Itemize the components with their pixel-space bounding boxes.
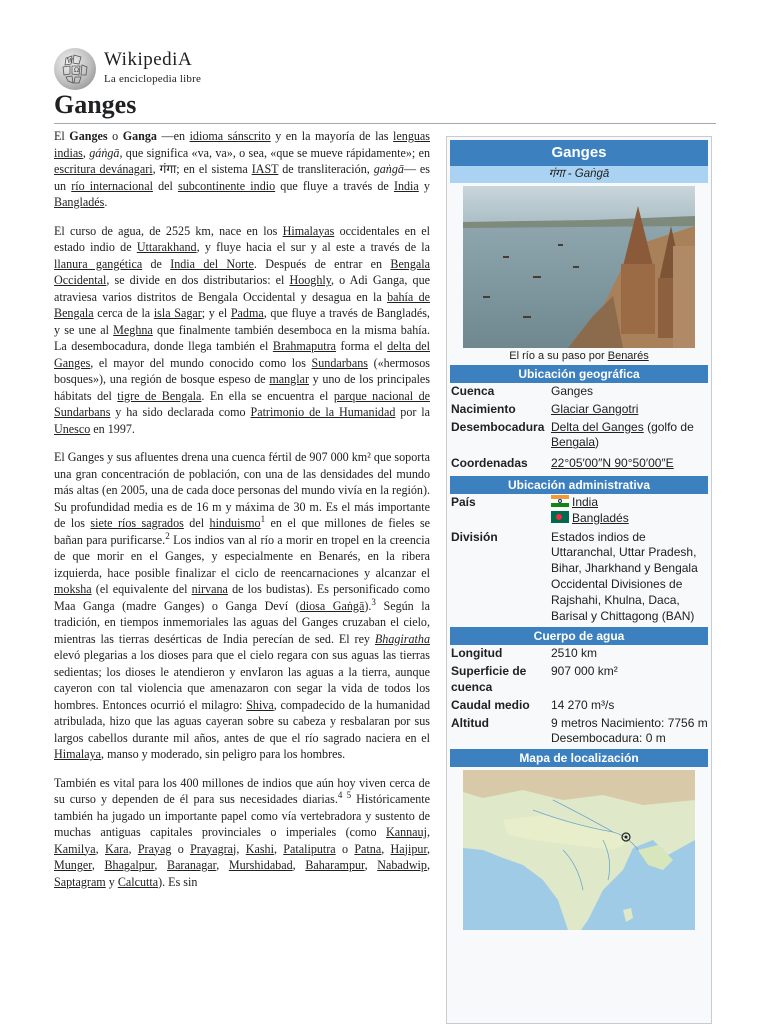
text-run: , bbox=[128, 841, 138, 856]
text-run: que fluye a través de bbox=[275, 178, 394, 193]
coordinates-link[interactable]: 22°05′00″N 90°50′00″E bbox=[551, 456, 674, 471]
section-water-body: Cuerpo de agua bbox=[450, 627, 708, 645]
article-paragraph bbox=[54, 775, 430, 891]
cuenca-value: Ganges bbox=[551, 384, 594, 398]
infobox-title: Ganges bbox=[450, 140, 708, 166]
text-run: que finalmente también desemboca en la misma bahía. La desembocadura, donde llega también el bbox=[54, 322, 430, 353]
text-run: , bbox=[95, 841, 105, 856]
article-link[interactable]: Himalaya bbox=[54, 747, 102, 761]
wikipedia-logo[interactable] bbox=[54, 48, 716, 90]
text-run: , que significa «va, va», o sea, «que se mueve rápidamente»; en bbox=[119, 145, 430, 160]
wordmark-text: WikipediA bbox=[104, 48, 193, 70]
text-run: , bbox=[154, 858, 167, 872]
pais-label: País bbox=[451, 494, 476, 509]
desembocadura-text: (golfo de bbox=[643, 419, 694, 434]
article-link[interactable]: Baranagar bbox=[167, 858, 217, 872]
altitud-value-mouth: Desembocadura: 0 m bbox=[551, 731, 666, 746]
text-run: gaṅgā bbox=[373, 162, 404, 176]
article-link[interactable]: tigre de Bengala bbox=[117, 388, 202, 403]
text-run: , bbox=[216, 858, 229, 872]
article-link[interactable]: Hooghly bbox=[289, 273, 332, 287]
text-run: elevó plegarias a los dioses para que el cielo regara con sus aguas las tierras sedientas; los dioses le atendieron y envIaron las aguas a la tierra, aunque cayeron con tal violencia que amenazaron con segar la vida de todos los hombres. Entonces ocurrió el milagro: bbox=[54, 648, 430, 712]
article-link[interactable]: Bangladés bbox=[54, 195, 105, 209]
text-run: El curso de agua, de 2525 km, nace en los bbox=[54, 223, 283, 238]
row-altitud bbox=[450, 715, 708, 749]
river-photo[interactable] bbox=[463, 186, 695, 348]
article-link[interactable]: Patrimonio de la Humanidad bbox=[250, 405, 396, 419]
text-run: ; y el bbox=[201, 306, 231, 320]
article-link[interactable]: moksha bbox=[54, 582, 92, 596]
text-run: cerca de la bbox=[93, 306, 154, 320]
longitud-value: 2510 km bbox=[551, 646, 598, 661]
article-paragraph bbox=[54, 223, 430, 438]
article-link[interactable]: Bengala Occidental bbox=[54, 256, 430, 287]
row-longitud bbox=[450, 645, 708, 663]
text-run: Históricamente también ha jugado un importante papel como vía vertebradora y sustento de muchas antiguas capitales provinciales o imperiales (como bbox=[54, 792, 431, 839]
text-run: , que fluye a través de Bangladés, y se une al bbox=[54, 306, 430, 337]
article-body bbox=[54, 128, 430, 902]
svg-text:Ω: Ω bbox=[74, 67, 79, 74]
text-run: por la bbox=[395, 405, 430, 419]
article-link[interactable]: Bhagalpur bbox=[104, 858, 155, 872]
text-run: , bbox=[273, 841, 284, 856]
text-run: , se divide en dos distributarios: el bbox=[106, 273, 290, 287]
row-desembocadura bbox=[450, 419, 708, 453]
bangladesh-link[interactable]: Bangladés bbox=[572, 510, 629, 525]
text-run: —en bbox=[156, 129, 190, 143]
text-run: de bbox=[142, 256, 171, 271]
text-run: y en la mayoría de las bbox=[270, 129, 394, 143]
gangotri-link[interactable]: Glaciar Gangotri bbox=[551, 401, 639, 416]
article-link[interactable]: Saptagram bbox=[54, 874, 106, 889]
article-link[interactable]: delta del Ganges bbox=[54, 339, 430, 370]
text-run: , bbox=[292, 858, 306, 872]
text-run: , bbox=[236, 841, 246, 856]
article-link[interactable]: Kara bbox=[104, 841, 129, 856]
infobox bbox=[446, 136, 712, 1024]
article-link[interactable]: río internacional bbox=[71, 178, 153, 193]
page-title: Ganges bbox=[54, 90, 137, 119]
superficie-value: 907 000 km² bbox=[551, 664, 618, 679]
text-run: y bbox=[418, 178, 430, 193]
reference-link[interactable]: 3 bbox=[371, 596, 376, 607]
article-link[interactable]: Calcutta bbox=[117, 874, 159, 889]
text-run: gáṅgā bbox=[89, 145, 120, 160]
text-run: . En ella se encuentra el bbox=[201, 388, 334, 403]
section-administrative-location: Ubicación administrativa bbox=[450, 476, 708, 494]
article-link[interactable]: parque nacional de Sundarbans bbox=[54, 388, 431, 419]
article-link[interactable]: Nabadwip bbox=[377, 858, 427, 872]
india-flag-icon bbox=[551, 495, 569, 507]
altitud-value-source: 9 metros Nacimiento: 7756 m bbox=[551, 715, 708, 730]
article-link[interactable]: Sundarbans bbox=[311, 355, 368, 370]
text-run: ). Es sin bbox=[158, 874, 198, 889]
caudal-value: 14 270 m³/s bbox=[551, 697, 615, 712]
article-link[interactable]: Patna bbox=[354, 841, 382, 856]
article-link[interactable]: Prayag bbox=[137, 841, 172, 856]
article-link[interactable]: Kamilya bbox=[54, 841, 96, 856]
article-link[interactable]: bahía de Bengala bbox=[54, 289, 430, 320]
desembocadura-label: Desembocadura bbox=[451, 419, 545, 434]
text-run: o bbox=[171, 841, 191, 856]
text-run: , el mayor del mundo conocido como los bbox=[90, 355, 312, 370]
text-run: del bbox=[152, 178, 178, 193]
text-run: de los budistas). Es personificado como Maa Ganga (madre Ganges) o Ganga Deví ( bbox=[54, 582, 430, 613]
article-link[interactable]: llanura gangética bbox=[54, 256, 143, 271]
article-link[interactable]: escritura devánagari bbox=[54, 162, 153, 176]
row-superficie bbox=[450, 663, 708, 697]
photo-caption bbox=[450, 348, 708, 364]
infobox-native-name: गंगा - Gaṅgā bbox=[450, 166, 708, 183]
text-run: , bbox=[364, 858, 378, 872]
site-header bbox=[54, 48, 716, 90]
text-run: , o Adi Ganga, que atraviesa varios distritos de Bengala Occidental y desagua en la bbox=[54, 273, 430, 304]
article-link[interactable]: India bbox=[393, 178, 419, 193]
bold-term: Ganges bbox=[69, 129, 108, 143]
text-run: forma el bbox=[336, 339, 388, 353]
article-link[interactable]: Shiva bbox=[246, 697, 274, 712]
row-division bbox=[450, 528, 708, 626]
row-nacimiento bbox=[450, 401, 708, 419]
article-link[interactable]: IAST bbox=[251, 162, 279, 176]
article-link[interactable]: idioma sánscrito bbox=[189, 129, 271, 143]
text-run: Los indios van al río a morir en tropel en la creencia de que morir en el Ganges, y especialmente en Benarés, en la ribera izquierda, hace posible finalizar el ciclo de reencarnaciones y alcanzar el bbox=[54, 532, 430, 580]
article-link[interactable]: Murshidabad bbox=[228, 858, 293, 872]
nacimiento-label: Nacimiento bbox=[451, 401, 516, 416]
text-run: , bbox=[426, 825, 430, 839]
wordmark bbox=[104, 50, 201, 89]
bangladesh-flag-icon bbox=[551, 511, 569, 523]
text-run: El Ganges y sus afluentes drena una cuenca fértil de 907 000 km² que soporta una gran concentración de población, con una de las densidades del mundo más altas (en 2005, una de cada doce personas del mundo vivía en la región). Su profundidad media es de 16 m y máxima de 30 m. Es el más importante de los bbox=[54, 450, 430, 530]
text-run: en el que millones de fieles se bañan para purificarse. bbox=[54, 516, 431, 547]
caudal-label: Caudal medio bbox=[451, 697, 530, 712]
section-geographic-location: Ubicación geográfica bbox=[450, 365, 708, 383]
article-link[interactable]: Kashi bbox=[245, 841, 274, 856]
row-cuenca bbox=[450, 383, 708, 401]
text-run: , bbox=[91, 858, 105, 872]
location-map[interactable] bbox=[463, 770, 695, 930]
reference-link[interactable]: 2 bbox=[165, 530, 170, 541]
article-link[interactable]: isla Sagar bbox=[153, 306, 202, 320]
article-link[interactable]: Bhagiratha bbox=[374, 631, 430, 646]
text-run: , bbox=[426, 858, 430, 872]
article-link[interactable]: siete ríos sagrados bbox=[90, 516, 184, 530]
row-caudal bbox=[450, 697, 708, 715]
article-link[interactable]: India del Norte bbox=[170, 256, 254, 271]
text-run: occidentales en el estado indio de bbox=[54, 223, 431, 254]
text-run: en 1997. bbox=[90, 421, 135, 436]
article-link[interactable]: Hajipur bbox=[390, 841, 427, 856]
text-run: y bbox=[105, 874, 118, 889]
text-run: , manso y moderado, sin peligro para los hombres. bbox=[101, 747, 346, 761]
text-run: ). bbox=[364, 598, 372, 613]
text-run: y uno de los principales hábitats del bbox=[54, 372, 431, 403]
article-link[interactable]: lenguas indias bbox=[54, 129, 430, 160]
text-run: del bbox=[183, 516, 210, 530]
section-location-map: Mapa de localización bbox=[450, 749, 708, 767]
article-link[interactable]: diosa Gaṅgā bbox=[299, 598, 365, 613]
article-link[interactable]: Baharampur bbox=[305, 858, 365, 872]
title-divider bbox=[54, 123, 716, 124]
division-label: División bbox=[451, 529, 498, 544]
text-run: . bbox=[104, 195, 108, 209]
article-link[interactable]: Kannauj bbox=[385, 825, 427, 839]
text-run: , compadecido de la humanidad atribulada, hizo que las aguas cayeran sobre su cabeza y resbalaran por sus largos cabellos durante mil años, antes de que el río sagrado naciera en el bbox=[54, 697, 430, 745]
text-run: , bbox=[427, 841, 431, 856]
article-link[interactable]: Brahmaputra bbox=[272, 339, 337, 353]
longitud-label: Longitud bbox=[451, 646, 503, 661]
article-link[interactable]: nirvana bbox=[191, 582, 228, 596]
text-run: («hermosos bosques»), una región de bosque espeso de bbox=[54, 355, 431, 386]
article-link[interactable]: Meghna bbox=[113, 322, 153, 337]
text-run: (el equivalente del bbox=[91, 582, 192, 596]
row-coordenadas bbox=[450, 452, 708, 475]
reference-link[interactable]: 4 5 bbox=[337, 789, 352, 800]
text-run: y ha sido declarada como bbox=[110, 405, 251, 419]
article-link[interactable]: Padma bbox=[230, 306, 264, 320]
text-run: , y fluye hacia el sur y al este a través de la bbox=[196, 240, 431, 254]
article-paragraph bbox=[54, 449, 430, 763]
article-link[interactable]: hinduismo bbox=[209, 516, 261, 530]
article-link[interactable]: Unesco bbox=[54, 421, 91, 436]
article-link[interactable]: Himalayas bbox=[282, 223, 335, 238]
altitud-label: Altitud bbox=[451, 715, 489, 730]
text-run: o bbox=[335, 841, 355, 856]
text-run: , गंगा; en el sistema bbox=[152, 162, 252, 176]
text-run: de transliteración, bbox=[278, 162, 374, 176]
svg-text:W: W bbox=[67, 58, 74, 65]
text-run: , bbox=[381, 841, 391, 856]
article-link[interactable]: Uttarakhand bbox=[136, 240, 197, 254]
text-run: , bbox=[82, 145, 90, 160]
text-run: . Después de entrar en bbox=[253, 256, 391, 271]
coordenadas-label: Coordenadas bbox=[451, 456, 528, 471]
text-run: — es un bbox=[54, 162, 430, 193]
photo-caption-text: El río a su paso por bbox=[509, 350, 608, 362]
tagline: La enciclopedia libre bbox=[104, 72, 202, 85]
superficie-label: Superficie de cuenca bbox=[451, 664, 527, 694]
text-run: o bbox=[107, 129, 123, 143]
article-link[interactable]: Pataliputra bbox=[283, 841, 336, 856]
text-run: El bbox=[54, 129, 70, 143]
bengala-link[interactable]: Bengala bbox=[551, 435, 596, 450]
delta-link[interactable]: Delta del Ganges bbox=[551, 419, 644, 434]
article-link[interactable]: Munger bbox=[54, 858, 92, 872]
division-value: Estados indios de Uttaranchal, Uttar Pradesh, Bihar, Jharkhand y Bengala Occidental Divisiones de Rajshahi, Khulna, Daca, Barisal y Chittagong (BAN) bbox=[551, 529, 698, 623]
article-link[interactable]: subcontinente indio bbox=[177, 178, 276, 193]
text-run: También es vital para los 400 millones de indios que aún hoy viven cerca de su curso y dependen de él para sus necesidades diarias. bbox=[54, 775, 430, 806]
desembocadura-close: ) bbox=[595, 435, 600, 450]
india-link[interactable]: India bbox=[572, 494, 599, 509]
text-run: Según la tradición, en tiempos inmemoriales las aguas del Ganges cruzaban el cielo, mientras las tierras desérticas de India perecían de sed. El rey bbox=[54, 598, 430, 646]
bold-term: Ganga bbox=[122, 129, 157, 143]
article-link[interactable]: manglar bbox=[269, 372, 309, 386]
article-paragraph bbox=[54, 128, 430, 211]
article-link[interactable]: Prayagraj bbox=[190, 841, 237, 856]
wikipedia-globe-icon bbox=[54, 48, 96, 90]
row-pais bbox=[450, 494, 708, 528]
benares-link[interactable]: Benarés bbox=[607, 350, 649, 362]
cuenca-label: Cuenca bbox=[451, 384, 495, 398]
reference-link[interactable]: 1 bbox=[260, 513, 266, 524]
